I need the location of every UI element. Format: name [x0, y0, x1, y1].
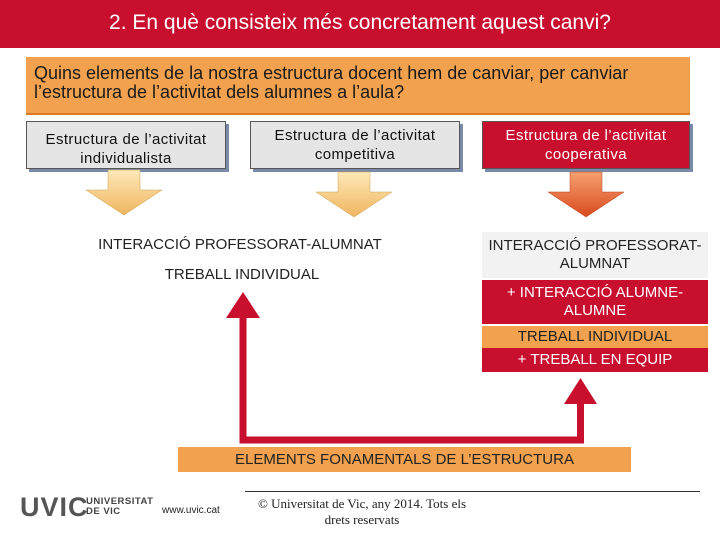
uvic-logo-sub [86, 497, 153, 517]
bracket-arrowhead-right [564, 378, 597, 404]
structure-individualista: Estructura de l’activitat individualista [26, 121, 226, 169]
logo-sub-line-2: DE VIC [86, 506, 121, 517]
bracket-arrowhead-left [226, 292, 260, 318]
right-treball-box: TREBALL INDIVIDUAL [482, 326, 708, 348]
left-treball-label: TREBALL INDIVIDUAL [164, 266, 320, 283]
elements-fonamentals-box: ELEMENTS FONAMENTALS DE L’ESTRUCTURA [178, 447, 631, 472]
structure-cooperativa: Estructura de l’activitat cooperativa [482, 121, 690, 169]
right-treball-plus-box: + TREBALL EN EQUIP [482, 348, 708, 372]
down-arrow-cooperativa [548, 172, 624, 217]
slide-title: 2. En què consisteix més concretament aquest canvi? [0, 0, 720, 48]
question-box: Quins elements de la nostra estructura docent hem de canviar, per canviar l’estructura de l’activitat dels alumnes a l’aula? [26, 57, 690, 115]
logo-sub-line-1: UNIVERSITAT [86, 496, 154, 507]
footer-divider [245, 491, 700, 492]
down-arrow-competitiva [316, 172, 392, 217]
website-link[interactable]: www.uvic.cat [162, 505, 220, 516]
down-arrow-individualista [86, 170, 162, 215]
right-interaccio-plus-box: + INTERACCIÓ ALUMNE-ALUMNE [482, 280, 708, 324]
structure-competitiva: Estructura de l’activitat competitiva [250, 121, 460, 169]
copyright-text: © Universitat de Vic, any 2014. Tots els drets reservats [257, 496, 467, 527]
left-interaccio-label: INTERACCIÓ PROFESSORAT-ALUMNAT [98, 236, 382, 253]
right-interaccio-box: INTERACCIÓ PROFESSORAT-ALUMNAT [482, 232, 708, 278]
uvic-logo: UVIC [20, 492, 89, 522]
